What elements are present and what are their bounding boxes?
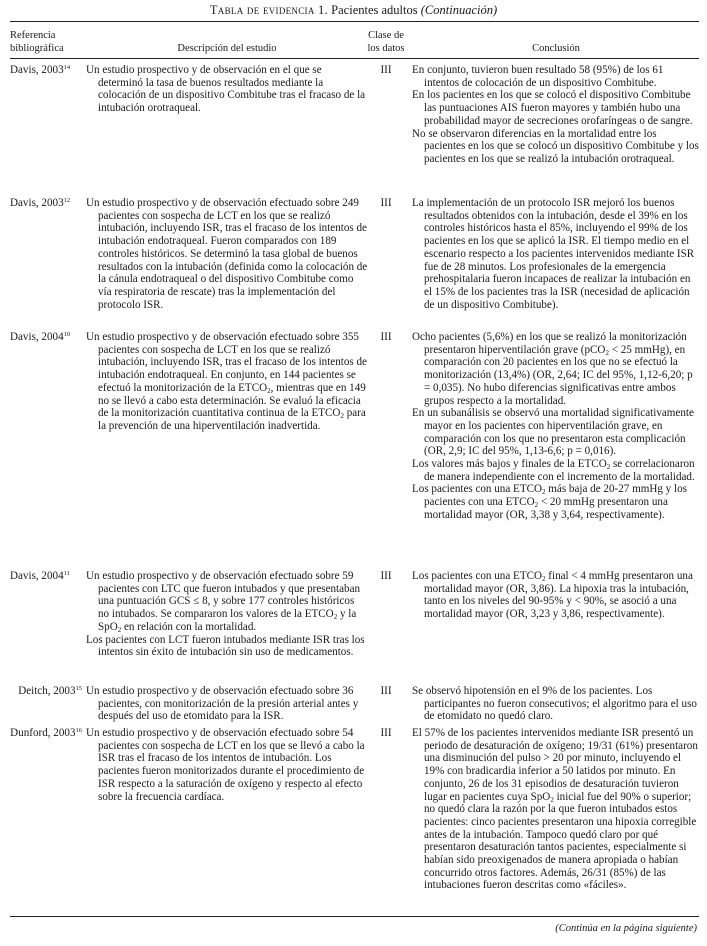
text-run: más baja de 20-27 mmHg y los pacientes con una ETCO	[424, 483, 687, 509]
cell-conclusion	[412, 570, 700, 621]
cell-reference	[10, 685, 82, 698]
table-row	[0, 64, 707, 197]
conclusion-paragraph	[412, 64, 700, 89]
table-top-rule	[10, 21, 699, 22]
conclusion-paragraph	[412, 685, 700, 723]
reference-superscript: 16	[75, 727, 82, 734]
cell-description	[86, 64, 368, 115]
text-run: Los pacientes con una ETCO	[412, 570, 543, 582]
subscript: 2	[267, 386, 271, 395]
text-run: < 25 mmHg), en comparación con 20 pacientes en los que no se efectuó la monitorización (13,4%) (OR, 2,64; IC del 95%, 1,12-6,20; p = 0,035). No hubo diferencias significativas entre ambos grupos respecto a la mortalidad.	[424, 343, 693, 407]
description-paragraph	[86, 570, 368, 634]
reference-superscript: 14	[63, 64, 71, 71]
cell-description	[86, 331, 368, 433]
conclusion-paragraph	[412, 458, 700, 483]
conclusion-paragraph	[412, 128, 700, 166]
subscript: 2	[606, 463, 611, 472]
cell-conclusion	[412, 727, 700, 892]
cell-description	[86, 570, 368, 659]
text-run: El 57% de los pacientes intervenidos mediante ISR presentó un periodo de desaturación de oxígeno; 19/31 (61%) presentaron una disminución del pulso > 20 por minuto, incluyendo el 19% con bradicardia inferior a 50 latidos por minuto. En conjunto, 26 de los 31 episodios de desaturación tuvieron lugar en pacientes cuya SpO	[412, 727, 698, 803]
header-bottom-rule	[10, 58, 699, 59]
text-run: Un estudio prospectivo y de observación en el que se determinó la tasa de buenos resultados mediante la colocación de un dispositivo Combitube tras el fracaso de la intubación orotraqueal.	[86, 64, 366, 115]
reference-superscript: 15	[75, 685, 82, 692]
conclusion-paragraph	[412, 407, 700, 458]
header-conclusion: Conclusión	[532, 43, 580, 54]
text-run: La implementación de un protocolo ISR mejoró los buenos resultados obtenidos con la intubación, desde el 39% en los controles históricos hasta el 85%, incluyendo el 99% de los pacientes en los que se aplicó la ISR. El tiempo medio en el escenario respecto a los pacientes intervenidos mediante ISR fue de 28 minutos. Los profesionales de la emergencia prehospitalaria fueron incapaces de realizar la intubación en el 15% de los pacientes tras la ISR (necesidad de aplicación de un dispositivo Combitube).	[412, 197, 695, 311]
reference-superscript: 12	[63, 197, 71, 204]
text-run: Un estudio prospectivo y de observación efectuado sobre 36 pacientes, con monitorización de la presión arterial antes y después del uso de etomidato para la ISR.	[86, 685, 359, 723]
cell-description	[86, 685, 368, 723]
cell-conclusion	[412, 685, 700, 723]
subscript: 2	[333, 613, 338, 622]
text-run: En los pacientes en los que se colocó el dispositivo Combitube las puntuaciones AIS fueron mayores y también hubo una probabilidad mayor de secreciones orofaríngeas o de sangre.	[412, 89, 693, 127]
text-run: en relación con la mortalidad.	[121, 620, 257, 633]
cell-data-class: III	[380, 685, 392, 697]
text-run: Davis, 2003	[10, 64, 64, 76]
text-run: Se observó hipotensión en el 9% de los pacientes. Los participantes no fueron consecutivos; el algoritmo para el uso de etomidato no quedó claro.	[412, 685, 697, 723]
text-run: Dunford, 2003	[10, 727, 76, 739]
header-class-line-1: Clase de	[368, 30, 404, 41]
table-row	[0, 685, 707, 727]
table-title-label: Tabla de evidencia 1.	[209, 3, 329, 17]
cell-reference	[10, 727, 82, 740]
reference-superscript: 11	[63, 570, 70, 577]
header-reference	[10, 30, 64, 55]
text-run: Un estudio prospectivo y de observación efectuado sobre 355 pacientes con sospecha de LCT en los que se realizó intubación, incluyendo ISR, tras el fracaso de los intentos de intubación endotraqueal. En conjunto, en 144 pacientes se efectuó la monitorización de la ETCO	[86, 331, 367, 394]
conclusion-paragraph	[412, 89, 700, 127]
text-run: , mientras que en 149 no se llevó a cabo esta determinación. Se evaluó la eficacia de la monitorización cuantitativa continua de la ETCO	[98, 381, 366, 420]
cell-description	[86, 727, 368, 803]
continuation-note: (Continúa en la página siguiente)	[555, 923, 697, 934]
cell-data-class: III	[380, 331, 392, 343]
table-bottom-rule	[10, 916, 699, 917]
conclusion-paragraph	[412, 483, 700, 521]
text-run: < 20 mmHg presentaron una mortalidad mayor (OR, 3,38 y 3,64, respectivamente).	[424, 496, 668, 521]
description-paragraph	[86, 64, 368, 115]
header-description: Descripción del estudio	[177, 43, 277, 54]
cell-description	[86, 197, 368, 311]
text-run: final < 4 mmHg presentaron una mortalidad mayor (OR, 3,86). La hipoxia tras la intubación, tanto en los niveles del 90-95% y < 90%, se asoció a una mortalidad mayor (OR, 3,23 y 3,86, respectivamente).	[424, 570, 693, 621]
table-title-continuation: (Continuación)	[420, 3, 498, 17]
conclusion-paragraph	[412, 727, 700, 892]
cell-reference	[10, 570, 82, 583]
conclusion-paragraph	[412, 331, 700, 407]
description-paragraph	[86, 197, 368, 311]
header-class	[360, 30, 412, 55]
cell-data-class: III	[380, 197, 392, 209]
cell-conclusion	[412, 331, 700, 522]
text-run: para la prevención de una hiperventilación inadvertida.	[98, 407, 366, 432]
description-paragraph	[86, 727, 368, 803]
subscript: 2	[117, 625, 122, 634]
header-reference-line-1: Referencia	[10, 30, 56, 41]
cell-data-class: III	[380, 570, 392, 582]
text-run: se correlacionaron de manera independiente con el incremento de la mortalidad.	[424, 458, 695, 483]
table-title	[0, 3, 707, 18]
header-reference-line-2: bibliográfica	[10, 42, 64, 54]
description-paragraph	[86, 685, 368, 723]
text-run: inicial fue del 90% o superior; no quedó clara la razón por la que fueron intubados estos pacientes: cinco pacientes presentaron una hipoxia corregible antes de la intubación. Tampoco quedó claro por qué presentaron desaturación tantos pacientes, especialmente si habían sido preoxigenados de manera apropiada o habían concurrido otros factores. Además, 26/31 (85%) de las intubaciones fueron descritas como «fáciles».	[424, 790, 697, 892]
description-paragraph	[86, 331, 368, 433]
subscript: 2	[542, 488, 546, 497]
text-run: Davis, 2004	[10, 331, 64, 343]
subscript: 2	[550, 795, 554, 804]
subscript: 2	[542, 575, 546, 583]
cell-reference	[10, 197, 82, 210]
reference-superscript: 10	[63, 331, 71, 338]
cell-reference	[10, 64, 82, 77]
text-run: Deitch, 2003	[18, 685, 76, 697]
text-run: Un estudio prospectivo y de observación efectuado sobre 249 pacientes con sospecha de LCT en los que se realizó intubación, incluyendo ISR, tras el fracaso de los intentos de intubación endotraqueal. Fueron comparados con 189 controles históricos. Se determinó la tasa global de buenos resultados con la intubación (definida como la colocación de la cánula endotraqueal o del dispositivo Combitube como vía respiratoria de rescate) tras la implementación del protocolo ISR.	[86, 197, 368, 311]
cell-data-class: III	[380, 64, 392, 76]
table-row	[0, 197, 707, 331]
subscript: 2	[340, 412, 344, 421]
text-run: Los pacientes con una ETCO	[412, 483, 543, 496]
subscript: 2	[605, 348, 609, 357]
cell-conclusion	[412, 64, 700, 166]
description-paragraph	[86, 634, 368, 659]
text-run: En conjunto, tuvieron buen resultado 58 (95%) de los 61 intentos de colocación de un dispositivo Combitube.	[412, 64, 664, 89]
conclusion-paragraph	[412, 570, 700, 621]
text-run: Davis, 2004	[10, 570, 64, 582]
table-row	[0, 570, 707, 685]
text-run: Un estudio prospectivo y de observación efectuado sobre 54 pacientes con sospecha de LCT en los que se llevó a cabo la ISR tras el fracaso de los intentos de intubación. Los pacientes fueron monitorizados durante el procedimiento de ISR respecto a la saturación de oxígeno y respecto al efecto sobre la frecuencia cardíaca.	[86, 727, 365, 803]
cell-conclusion	[412, 197, 700, 311]
header-class-line-2: los datos	[367, 42, 405, 54]
text-run: En un subanálisis se observó una mortalidad significativamente mayor en los pacientes con hiperventilación grave, en comparación con los que no presentaron esta complicación (OR, 2,9; IC del 95%, 1,13-6,6; p = 0,016).	[412, 407, 694, 458]
conclusion-paragraph	[412, 197, 700, 311]
table-title-main: Pacientes adultos	[328, 3, 421, 17]
subscript: 2	[534, 501, 539, 510]
cell-reference	[10, 331, 82, 344]
table-row	[0, 331, 707, 570]
cell-data-class: III	[380, 727, 392, 739]
text-run: y la SpO	[98, 608, 357, 633]
text-run: Davis, 2003	[10, 197, 64, 209]
text-run: Ocho pacientes (5,6%) en los que se realizó la monitorización presentaron hiperventilación grave (pCO	[412, 331, 687, 356]
table-row	[0, 727, 707, 917]
text-run: No se observaron diferencias en la mortalidad entre los pacientes en los que se colocó un dispositivo Combitube y los pacientes en los que se realizó la intubación orotraqueal.	[412, 127, 699, 165]
text-run: Los valores más bajos y finales de la ETCO	[412, 458, 607, 471]
text-run: Los pacientes con LCT fueron intubados mediante ISR tras los intentos sin éxito de intubación sin uso de medicamentos.	[86, 633, 365, 659]
text-run: Un estudio prospectivo y de observación efectuado sobre 59 pacientes con LTC que fueron intubados y que presentaban una puntuación GCS ≤ 8, y sobre 177 controles históricos no intubados. Se compararon los valores de la ETCO	[86, 570, 361, 621]
